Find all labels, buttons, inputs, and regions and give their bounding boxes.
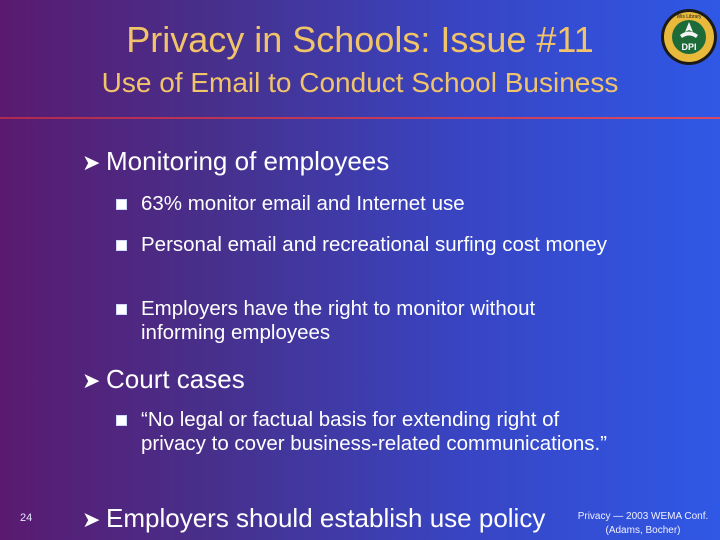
- page-number: 24: [20, 512, 33, 524]
- bullet-text: Monitoring of employees: [106, 146, 390, 176]
- sub-bullet-personal-email: [116, 233, 616, 257]
- logo-dpi-text: DPI: [681, 42, 697, 52]
- sub-bullet-text: “No legal or factual basis for extending right of privacy to cover business-related communications.”: [141, 408, 607, 455]
- footer-line-1: Privacy — 2003 WEMA Conf.: [577, 511, 709, 522]
- bullet-court-cases: [82, 364, 245, 396]
- arrow-bullet-icon: ➤: [82, 507, 101, 532]
- sub-bullet-court-quote: [116, 408, 616, 456]
- sub-bullet-text: 63% monitor email and Internet use: [141, 192, 465, 215]
- bullet-text: Employers should establish use policy: [106, 503, 546, 533]
- logo-top-text: Wis Library: [676, 14, 702, 20]
- arrow-bullet-icon: ➤: [82, 150, 101, 175]
- bullet-use-policy: [82, 503, 545, 535]
- arrow-bullet-icon: ➤: [82, 368, 101, 393]
- sub-bullet-text: Personal email and recreational surfing cost money: [141, 233, 608, 256]
- footer-credit: [568, 510, 718, 538]
- square-bullet-icon: [116, 240, 127, 251]
- square-bullet-icon: [116, 199, 127, 210]
- square-bullet-icon: [116, 304, 127, 315]
- footer-line-2: (Adams, Bocher): [605, 525, 681, 536]
- square-bullet-icon: [116, 415, 127, 426]
- sub-bullet-text: Employers have the right to monitor without informing employees: [141, 297, 536, 344]
- bullet-monitoring: [82, 146, 389, 178]
- sub-bullet-employer-rights: [116, 297, 616, 345]
- title-divider: [0, 117, 720, 119]
- slide-title: Privacy in Schools: Issue #11: [126, 19, 594, 60]
- bullet-text: Court cases: [106, 364, 245, 394]
- slide-subtitle: Use of Email to Conduct School Business: [101, 67, 619, 98]
- sub-bullet-monitor-rate: [116, 192, 616, 216]
- dpi-seal-icon: [660, 8, 718, 66]
